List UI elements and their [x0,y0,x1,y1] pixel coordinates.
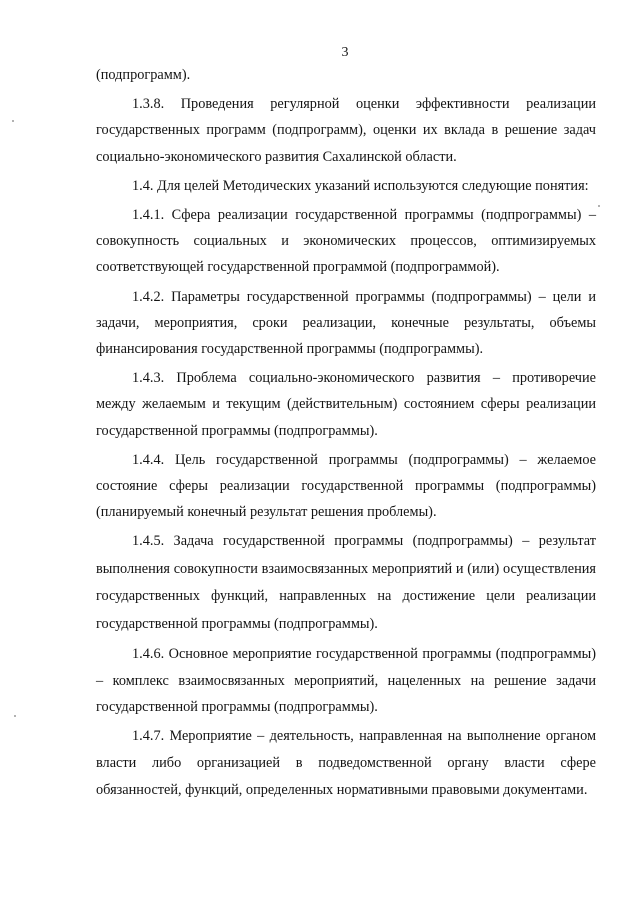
paragraph-1-4-3: 1.4.3. Проблема социально-экономического развития – противоречие между желаемым и текущим (действительным) состоянием сферы реализации государственной программы (подпрограммы). [96,370,596,439]
page-number: 3 [341,45,349,60]
scan-speck [598,205,600,207]
paragraph-1-4-5: 1.4.5. Задача государственной программы (подпрограммы) – результат выполнения совокупности взаимосвязанных мероприятий и (или) осуществления государственных функций, направленных на достижение цели реализации государственной программы (подпрограммы). [96,533,596,632]
scan-speck [14,715,16,717]
paragraph-1-4-4: 1.4.4. Цель государственной программы (подпрограммы) – желаемое состояние сферы реализации государственной программы (подпрограммы) (планируемый конечный результат решения проблемы). [96,451,596,521]
paragraph-1-4-1: 1.4.1. Сфера реализации государственной программы (подпрограммы) – совокупность социальных и экономических процессов, оптимизируемых соответствующей государственной программой (подпрограммой). [96,207,596,276]
paragraph-1-4: 1.4. Для целей Методических указаний используются следующие понятия: [132,177,589,194]
document-body [96,62,596,806]
scan-speck [12,120,14,122]
paragraph-continuation: (подпрограмм). [96,67,191,83]
paragraph-1-4-2: 1.4.2. Параметры государственной программы (подпрограммы) – цели и задачи, мероприятия, сроки реализации, конечные результаты, объемы финансирования государственной программы (подпрограммы). [96,288,596,358]
paragraph-1-3-8: 1.3.8. Проведения регулярной оценки эффективности реализации государственных программ (подпрограмм), оценки их вклада в решение задач социально-экономического развития Сахалинской области. [96,96,596,165]
paragraph-1-4-7: 1.4.7. Мероприятие – деятельность, направленная на выполнение органом власти либо организацией в подведомственной органу власти сфере обязанностей, функций, определенных нормативными правовыми документами. [96,728,596,798]
paragraph-1-4-6: 1.4.6. Основное мероприятие государственной программы (подпрограммы) – комплекс взаимосвязанных мероприятий, нацеленных на решение задачи государственной программы (подпрограммы). [96,646,596,715]
